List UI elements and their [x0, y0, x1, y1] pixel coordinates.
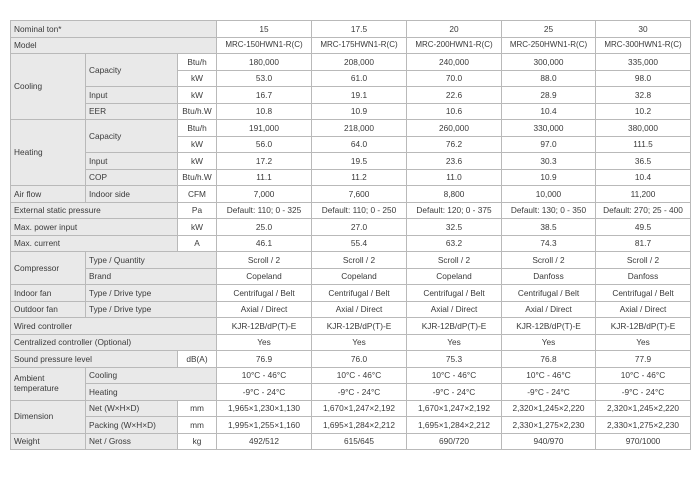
airflow-value: 7,000 — [217, 186, 312, 203]
ambient-heating-value: -9°C - 24°C — [407, 384, 502, 401]
weight-value: 615/645 — [312, 433, 407, 450]
heating-capacity-kw: 76.2 — [407, 136, 502, 153]
ambient-heating-value: -9°C - 24°C — [217, 384, 312, 401]
ambient-cooling-row — [11, 367, 691, 384]
eer-value: 10.9 — [312, 103, 407, 120]
model-name: MRC-175HWN1-R(C) — [312, 37, 407, 54]
cooling-capacity-kw: 88.0 — [502, 70, 596, 87]
wired-controller-label: Wired controller — [11, 318, 217, 335]
static-pressure-value: Default: 120; 0 - 375 — [407, 202, 502, 219]
compressor-brand: Copeland — [312, 268, 407, 285]
heating-capacity-label: Capacity — [86, 120, 178, 153]
indoor-fan-row — [11, 285, 691, 302]
model-name: MRC-200HWN1-R(C) — [407, 37, 502, 54]
ambient-heating-value: -9°C - 24°C — [312, 384, 407, 401]
wired-controller-value: KJR-12B/dP(T)-E — [502, 318, 596, 335]
unit-label: A — [178, 235, 217, 252]
static-pressure-value: Default: 110; 0 - 325 — [217, 202, 312, 219]
unit-label: mm — [178, 417, 217, 434]
centralized-controller-value: Yes — [312, 334, 407, 351]
ambient-temperature-label: Ambient temperature — [11, 367, 86, 400]
airflow-sub-label: Indoor side — [86, 186, 178, 203]
weight-value: 970/1000 — [596, 433, 691, 450]
eer-value: 10.4 — [502, 103, 596, 120]
heating-capacity-btu: 218,000 — [312, 120, 407, 137]
max-current-value: 55.4 — [312, 235, 407, 252]
outdoor-fan-value: Axial / Direct — [312, 301, 407, 318]
cooling-capacity-btu: 240,000 — [407, 54, 502, 71]
unit-label: dB(A) — [178, 351, 217, 368]
weight-sub-label: Net / Gross — [86, 433, 178, 450]
heating-cop-row — [11, 169, 691, 186]
heating-capacity-btu: 191,000 — [217, 120, 312, 137]
wired-controller-value: KJR-12B/dP(T)-E — [407, 318, 502, 335]
ambient-cooling-value: 10°C - 46°C — [217, 367, 312, 384]
eer-label: EER — [86, 103, 178, 120]
model-row — [11, 37, 691, 54]
compressor-type: Scroll / 2 — [502, 252, 596, 269]
cooling-capacity-label: Capacity — [86, 54, 178, 87]
centralized-controller-value: Yes — [502, 334, 596, 351]
indoor-fan-sub-label: Type / Drive type — [86, 285, 217, 302]
dimension-net-label: Net (W×H×D) — [86, 400, 178, 417]
heating-input: 36.5 — [596, 153, 691, 170]
unit-label: Pa — [178, 202, 217, 219]
heating-capacity-kw: 111.5 — [596, 136, 691, 153]
cooling-capacity-kw: 70.0 — [407, 70, 502, 87]
max-power-value: 27.0 — [312, 219, 407, 236]
compressor-label: Compressor — [11, 252, 86, 285]
cooling-input-row — [11, 87, 691, 104]
heating-input: 17.2 — [217, 153, 312, 170]
unit-label: kW — [178, 153, 217, 170]
outdoor-fan-value: Axial / Direct — [217, 301, 312, 318]
model-name: MRC-150HWN1-R(C) — [217, 37, 312, 54]
max-power-value: 25.0 — [217, 219, 312, 236]
max-current-value: 74.3 — [502, 235, 596, 252]
compressor-type: Scroll / 2 — [217, 252, 312, 269]
outdoor-fan-row — [11, 301, 691, 318]
cooling-capacity-btu: 335,000 — [596, 54, 691, 71]
compressor-type-label: Type / Quantity — [86, 252, 217, 269]
heating-capacity-kw: 97.0 — [502, 136, 596, 153]
centralized-controller-row — [11, 334, 691, 351]
sound-pressure-value: 76.8 — [502, 351, 596, 368]
nominal-ton-label: Nominal ton* — [11, 21, 217, 38]
dimension-net-value: 1,965×1,230×1,130 — [217, 400, 312, 417]
airflow-value: 11,200 — [596, 186, 691, 203]
compressor-brand-row — [11, 268, 691, 285]
cooling-input: 19.1 — [312, 87, 407, 104]
cooling-input-label: Input — [86, 87, 178, 104]
indoor-fan-value: Centrifugal / Belt — [407, 285, 502, 302]
nominal-ton-value: 17.5 — [312, 21, 407, 38]
indoor-fan-value: Centrifugal / Belt — [502, 285, 596, 302]
max-current-value: 46.1 — [217, 235, 312, 252]
indoor-fan-value: Centrifugal / Belt — [312, 285, 407, 302]
dimension-packing-value: 1,695×1,284×2,212 — [312, 417, 407, 434]
heating-capacity-btu: 380,000 — [596, 120, 691, 137]
dimension-packing-label: Packing (W×H×D) — [86, 417, 178, 434]
dimension-net-value: 1,670×1,247×2,192 — [407, 400, 502, 417]
indoor-fan-label: Indoor fan — [11, 285, 86, 302]
heating-capacity-btu: 330,000 — [502, 120, 596, 137]
model-name: MRC-250HWN1-R(C) — [502, 37, 596, 54]
cooling-label: Cooling — [11, 54, 86, 120]
dimension-label: Dimension — [11, 400, 86, 433]
max-current-label: Max. current — [11, 235, 178, 252]
model-label: Model — [11, 37, 217, 54]
cooling-input: 28.9 — [502, 87, 596, 104]
ambient-cooling-value: 10°C - 46°C — [407, 367, 502, 384]
ambient-heating-label: Heating — [86, 384, 217, 401]
compressor-type: Scroll / 2 — [596, 252, 691, 269]
unit-label: Btu/h.W — [178, 103, 217, 120]
cop-value: 11.2 — [312, 169, 407, 186]
max-power-value: 49.5 — [596, 219, 691, 236]
outdoor-fan-sub-label: Type / Drive type — [86, 301, 217, 318]
dimension-net-value: 2,320×1,245×2,220 — [596, 400, 691, 417]
max-power-label: Max. power input — [11, 219, 178, 236]
outdoor-fan-value: Axial / Direct — [502, 301, 596, 318]
weight-value: 492/512 — [217, 433, 312, 450]
nominal-ton-value: 15 — [217, 21, 312, 38]
unit-label: Btu/h.W — [178, 169, 217, 186]
sound-pressure-value: 77.9 — [596, 351, 691, 368]
airflow-value: 10,000 — [502, 186, 596, 203]
wired-controller-value: KJR-12B/dP(T)-E — [596, 318, 691, 335]
dimension-packing-value: 1,995×1,255×1,160 — [217, 417, 312, 434]
ambient-cooling-label: Cooling — [86, 367, 217, 384]
cop-value: 11.0 — [407, 169, 502, 186]
wired-controller-row — [11, 318, 691, 335]
heating-capacity-btu: 260,000 — [407, 120, 502, 137]
dimension-net-row — [11, 400, 691, 417]
compressor-brand: Danfoss — [596, 268, 691, 285]
nominal-ton-row — [11, 21, 691, 38]
cop-label: COP — [86, 169, 178, 186]
unit-label: mm — [178, 400, 217, 417]
static-pressure-value: Default: 130; 0 - 350 — [502, 202, 596, 219]
cop-value: 10.9 — [502, 169, 596, 186]
unit-label: kW — [178, 219, 217, 236]
cooling-input: 22.6 — [407, 87, 502, 104]
cooling-capacity-btu-row — [11, 54, 691, 71]
compressor-brand: Copeland — [217, 268, 312, 285]
unit-label: Btu/h — [178, 120, 217, 137]
wired-controller-value: KJR-12B/dP(T)-E — [217, 318, 312, 335]
max-power-row — [11, 219, 691, 236]
eer-value: 10.6 — [407, 103, 502, 120]
ambient-heating-row — [11, 384, 691, 401]
weight-value: 690/720 — [407, 433, 502, 450]
airflow-row — [11, 186, 691, 203]
sound-pressure-value: 76.0 — [312, 351, 407, 368]
indoor-fan-value: Centrifugal / Belt — [596, 285, 691, 302]
dimension-net-value: 1,670×1,247×2,192 — [312, 400, 407, 417]
compressor-type-row — [11, 252, 691, 269]
cop-value: 10.4 — [596, 169, 691, 186]
cooling-capacity-kw: 98.0 — [596, 70, 691, 87]
dimension-packing-value: 1,695×1,284×2,212 — [407, 417, 502, 434]
heating-capacity-kw: 56.0 — [217, 136, 312, 153]
dimension-packing-value: 2,330×1,275×2,230 — [596, 417, 691, 434]
static-pressure-label: External static pressure — [11, 202, 178, 219]
cooling-capacity-btu: 180,000 — [217, 54, 312, 71]
heating-input: 30.3 — [502, 153, 596, 170]
centralized-controller-value: Yes — [407, 334, 502, 351]
centralized-controller-label: Centralized controller (Optional) — [11, 334, 217, 351]
nominal-ton-value: 30 — [596, 21, 691, 38]
airflow-label: Air flow — [11, 186, 86, 203]
unit-label: kW — [178, 70, 217, 87]
ambient-cooling-value: 10°C - 46°C — [596, 367, 691, 384]
compressor-brand: Danfoss — [502, 268, 596, 285]
ambient-cooling-value: 10°C - 46°C — [312, 367, 407, 384]
centralized-controller-value: Yes — [596, 334, 691, 351]
unit-label: kg — [178, 433, 217, 450]
nominal-ton-value: 25 — [502, 21, 596, 38]
eer-value: 10.8 — [217, 103, 312, 120]
dimension-packing-row — [11, 417, 691, 434]
heating-capacity-kw: 64.0 — [312, 136, 407, 153]
max-current-value: 81.7 — [596, 235, 691, 252]
ambient-heating-value: -9°C - 24°C — [502, 384, 596, 401]
indoor-fan-value: Centrifugal / Belt — [217, 285, 312, 302]
heating-input: 19.5 — [312, 153, 407, 170]
outdoor-fan-label: Outdoor fan — [11, 301, 86, 318]
outdoor-fan-value: Axial / Direct — [596, 301, 691, 318]
compressor-type: Scroll / 2 — [312, 252, 407, 269]
weight-row — [11, 433, 691, 450]
ambient-heating-value: -9°C - 24°C — [596, 384, 691, 401]
unit-label: CFM — [178, 186, 217, 203]
heating-input: 23.6 — [407, 153, 502, 170]
heating-input-row — [11, 153, 691, 170]
outdoor-fan-value: Axial / Direct — [407, 301, 502, 318]
unit-label: Btu/h — [178, 54, 217, 71]
heating-capacity-btu-row — [11, 120, 691, 137]
centralized-controller-value: Yes — [217, 334, 312, 351]
compressor-type: Scroll / 2 — [407, 252, 502, 269]
static-pressure-value: Default: 110; 0 - 250 — [312, 202, 407, 219]
max-current-value: 63.2 — [407, 235, 502, 252]
airflow-value: 7,600 — [312, 186, 407, 203]
sound-pressure-label: Sound pressure level — [11, 351, 178, 368]
weight-label: Weight — [11, 433, 86, 450]
cooling-capacity-kw: 53.0 — [217, 70, 312, 87]
unit-label: kW — [178, 136, 217, 153]
cooling-capacity-btu: 300,000 — [502, 54, 596, 71]
max-current-row — [11, 235, 691, 252]
ambient-cooling-value: 10°C - 46°C — [502, 367, 596, 384]
compressor-brand: Copeland — [407, 268, 502, 285]
sound-pressure-row — [11, 351, 691, 368]
dimension-net-value: 2,320×1,245×2,220 — [502, 400, 596, 417]
cooling-input: 32.8 — [596, 87, 691, 104]
airflow-value: 8,800 — [407, 186, 502, 203]
static-pressure-value: Default: 270; 25 - 400 — [596, 202, 691, 219]
dimension-packing-value: 2,330×1,275×2,230 — [502, 417, 596, 434]
cooling-capacity-kw: 61.0 — [312, 70, 407, 87]
eer-value: 10.2 — [596, 103, 691, 120]
max-power-value: 38.5 — [502, 219, 596, 236]
spec-table — [10, 20, 691, 450]
cooling-eer-row — [11, 103, 691, 120]
model-name: MRC-300HWN1-R(C) — [596, 37, 691, 54]
cooling-capacity-btu: 208,000 — [312, 54, 407, 71]
sound-pressure-value: 76.9 — [217, 351, 312, 368]
weight-value: 940/970 — [502, 433, 596, 450]
unit-label: kW — [178, 87, 217, 104]
cop-value: 11.1 — [217, 169, 312, 186]
heating-label: Heating — [11, 120, 86, 186]
max-power-value: 32.5 — [407, 219, 502, 236]
static-pressure-row — [11, 202, 691, 219]
wired-controller-value: KJR-12B/dP(T)-E — [312, 318, 407, 335]
spec-table-container — [10, 20, 690, 450]
heating-input-label: Input — [86, 153, 178, 170]
nominal-ton-value: 20 — [407, 21, 502, 38]
cooling-input: 16.7 — [217, 87, 312, 104]
compressor-brand-label: Brand — [86, 268, 217, 285]
sound-pressure-value: 75.3 — [407, 351, 502, 368]
